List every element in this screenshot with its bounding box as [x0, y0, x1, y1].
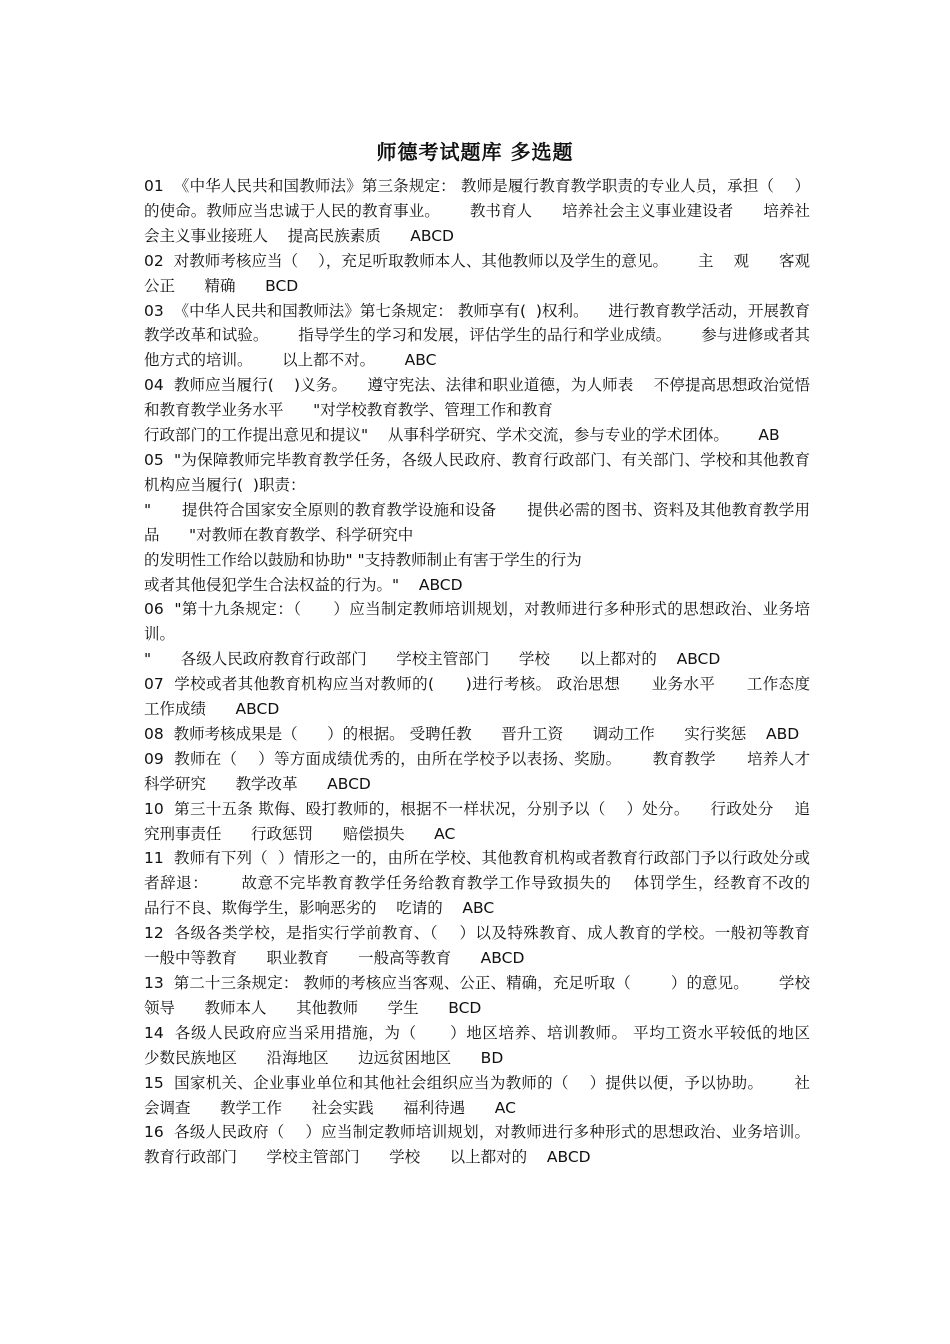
question-item: 02 对教师考核应当（ ），充足听取教师本人、其他教师以及学生的意见。 主 观 客观 公正 精确 BCD: [144, 251, 840, 295]
question-item: 06 "第十九条规定：（ ）应当制定教师培训规划，对教师进行多种形式的思想政治、业务培训。 " 各级人民政府教育行政部门 学校主管部门 学校 以上都对的 ABCD: [144, 600, 810, 669]
question-item: 14 各级人民政府应当采用措施，为（ ）地区培养、培训教师。 平均工资水平较低的地区 少数民族地区 沿海地区 边远贫困地区 BD: [144, 1023, 840, 1067]
question-item: 16 各级人民政府（ ）应当制定教师培训规划，对教师进行多种形式的思想政治、业务培训。 教育行政部门 学校主管部门 学校 以上都对的 ABCD: [144, 1123, 830, 1167]
question-item: 07 学校或者其他教育机构应当对教师的( )进行考核。 政治思想 业务水平 工作态度 工作成绩 ABCD: [144, 675, 830, 719]
question-item: 12 各级各类学校，是指实行学前教育、（ ）以及特殊教育、成人教育的学校。一般初等教育 一般中等教育 职业教育 一般高等教育 ABCD: [144, 924, 830, 968]
question-item: 09 教师在（ ）等方面成绩优秀的，由所在学校予以表扬、奖励。 教育教学 培养人才 科学研究 教学改革 ABCD: [144, 749, 830, 793]
question-list: [144, 174, 840, 1170]
question-item: 15 国家机关、企业事业单位和其他社会组织应当为教师的（ ）提供以便，予以协助。 社会调查 教学工作 社会实践 福利待遇 AC: [144, 1073, 810, 1117]
question-item: 03 《中华人民共和国教师法》第七条规定： 教师享有( )权利。 进行教育教学活动，开展教育教学改革和试验。 指导学生的学习和发展，评估学生的品行和学业成绩。 参与进修或者其他方式的培训。 以上都不对。 ABC: [144, 301, 810, 370]
question-item: 08 教师考核成果是（ ）的根据。 受聘任教 晋升工资 调动工作 实行奖惩 ABD: [144, 724, 800, 743]
question-item: 10 第三十五条 欺侮、殴打教师的，根据不一样状况，分别予以（ ）处分。 行政处分 追究刑事责任 行政惩罚 赔偿损失 AC: [144, 799, 810, 843]
question-item: 01 《中华人民共和国教师法》第三条规定： 教师是履行教育教学职责的专业人员，承担（ ）的使命。教师应当忠诚于人民的教育事业。 教书育人 培养社会主义事业建设者 培养社会主义事业接班人 提高民族素质 ABCD: [144, 177, 810, 245]
page-title: 师德考试题库 多选题: [376, 140, 574, 164]
question-item: 05 "为保障教师完毕教育教学任务，各级人民政府、教育行政部门、有关部门、学校和其他教育机构应当履行( )职责： " 提供符合国家安全原则的教育教学设施和设备 提供必需的图书、资料及其他教育教学用品 "对教师在教育教学、科学研究中 的发明性工作给以鼓励和协助" "支持教师制止有害于学生的行为 或者其他侵犯学生合法权益的行为。" ABCD: [144, 450, 810, 594]
question-item: 11 教师有下列（ ）情形之一的，由所在学校、其他教育机构或者教育行政部门予以行政处分或者辞退： 故意不完毕教育教学任务给教育教学工作导致损失的 体罚学生，经教育不改的 品行不良、欺侮学生，影响恶劣的 吃请的 ABC: [144, 849, 840, 918]
question-item: 04 教师应当履行( )义务。 遵守宪法、法律和职业道德，为人师表 不停提高思想政治觉悟和教育教学业务水平 "对学校教育教学、管理工作和教育 行政部门的工作提出意见和提议" 从事科学研究、学术交流，参与专业的学术团体。 AB: [144, 376, 810, 445]
question-item: 13 第二十三条规定： 教师的考核应当客观、公正、精确，充足听取（ ）的意见。 学校领导 教师本人 其他教师 学生 BCD: [144, 974, 810, 1017]
